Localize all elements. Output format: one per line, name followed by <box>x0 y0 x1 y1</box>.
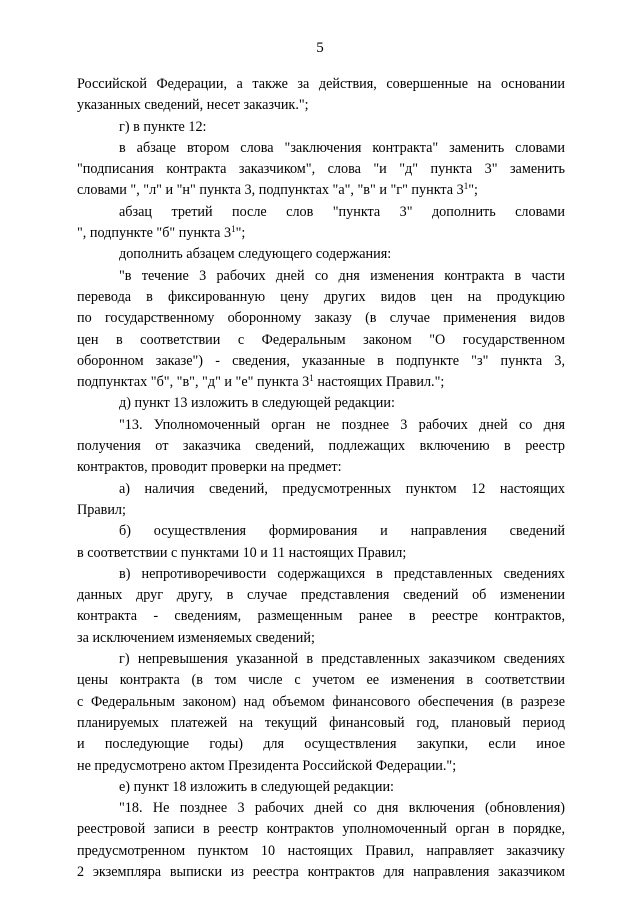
text-line: в) непротиворечивости содержащихся в представленных сведениях <box>119 565 565 582</box>
text-line: д) пункт 13 изложить в следующей редакции: <box>119 395 395 412</box>
text-line: абзац третий после слов "пункта 3" дополнить словами <box>119 203 565 220</box>
text-line: получения от заказчика сведений, подлежащих включению в реестр <box>77 438 565 455</box>
text-line: перевода в фиксированную цену других видов цен на продукцию <box>77 288 565 305</box>
text-line: контракта - сведениям, размещенным ранее в реестре контрактов, <box>77 608 565 625</box>
text-segment: подпунктах "б", "в", "д" и "е" пункта 3 <box>77 374 310 391</box>
text-line: а) наличия сведений, предусмотренных пунктом 12 настоящих <box>119 480 565 497</box>
text-line: б) осуществления формирования и направления сведений <box>119 523 565 540</box>
text-line: оборонном заказе") - сведения, указанные в подпункте "з" пункта 3, <box>77 352 565 369</box>
text-line: с Федеральным законом) над объемом финансового обеспечения (в разрезе <box>77 693 565 710</box>
text-line <box>77 180 565 201</box>
text-line: предусмотренном пунктом 10 настоящих Правил, направляет заказчику <box>77 842 565 859</box>
text-segment: ", подпункте "б" пункта 3 <box>77 225 232 242</box>
text-line: указанных сведений, несет заказчик."; <box>77 97 309 114</box>
superscript: 1 <box>309 373 314 384</box>
text-line: Российской Федерации, а также за действия, совершенные на основании <box>77 76 565 92</box>
text-line: цен в соответствии с Федеральным законом "О государственном <box>77 331 565 348</box>
text-line: цены контракта (в том числе с учетом ее изменения в соответствии <box>77 672 565 689</box>
text-line: не предусмотрено актом Президента Российской Федерации."; <box>77 757 457 774</box>
text-line: дополнить абзацем следующего содержания: <box>119 246 392 263</box>
text-segment: настоящих Правил."; <box>313 374 445 391</box>
text-line: в абзаце втором слова "заключения контракта" заменить словами <box>119 139 565 156</box>
text-line: г) непревышения указанной в представленных заказчиком сведениях <box>119 651 565 668</box>
text-line: реестровой записи в реестр контрактов уполномоченный орган в порядке, <box>77 821 565 838</box>
text-line: "18. Не позднее 3 рабочих дней со дня включения (обновления) <box>119 800 565 817</box>
text-line: данных друг другу, в случае представления сведений об изменении <box>77 587 565 604</box>
superscript: 1 <box>463 181 469 192</box>
document-body <box>77 74 565 883</box>
text-line: "подписания контракта заказчиком", слова "и "д" пункта 3" заменить <box>77 161 565 178</box>
text-line: за исключением изменяемых сведений; <box>77 629 315 646</box>
text-line <box>77 372 565 393</box>
text-line: 2 экземпляра выписки из реестра контрактов для направления заказчиком <box>77 863 565 880</box>
text-segment: словами ", "л" и "н" пункта 3, подпунктах "а", "в" и "г" пункта 3 <box>77 182 464 199</box>
page-number: 5 <box>316 40 324 56</box>
text-line: Правил; <box>77 501 126 518</box>
text-line: "в течение 3 рабочих дней со дня изменения контракта в части <box>119 267 565 284</box>
text-line <box>77 223 565 244</box>
text-line: контрактов, проводит проверки на предмет: <box>77 459 342 476</box>
text-line: г) в пункте 12: <box>119 118 207 135</box>
text-line: е) пункт 18 изложить в следующей редакции: <box>119 778 394 795</box>
superscript: 1 <box>231 224 236 235</box>
text-line: планируемых платежей на текущий финансовый год, плановый период <box>77 714 565 731</box>
text-segment: "; <box>468 182 478 199</box>
text-segment: "; <box>235 225 246 242</box>
text-line: в соответствии с пунктами 10 и 11 настоящих Правил; <box>77 544 407 561</box>
text-line: "13. Уполномоченный орган не позднее 3 рабочих дней со дня <box>119 416 565 433</box>
text-line: и последующие годы) для осуществления закупки, если иное <box>77 736 565 753</box>
text-line: по государственному оборонному заказу (в случае применения видов <box>77 310 565 327</box>
